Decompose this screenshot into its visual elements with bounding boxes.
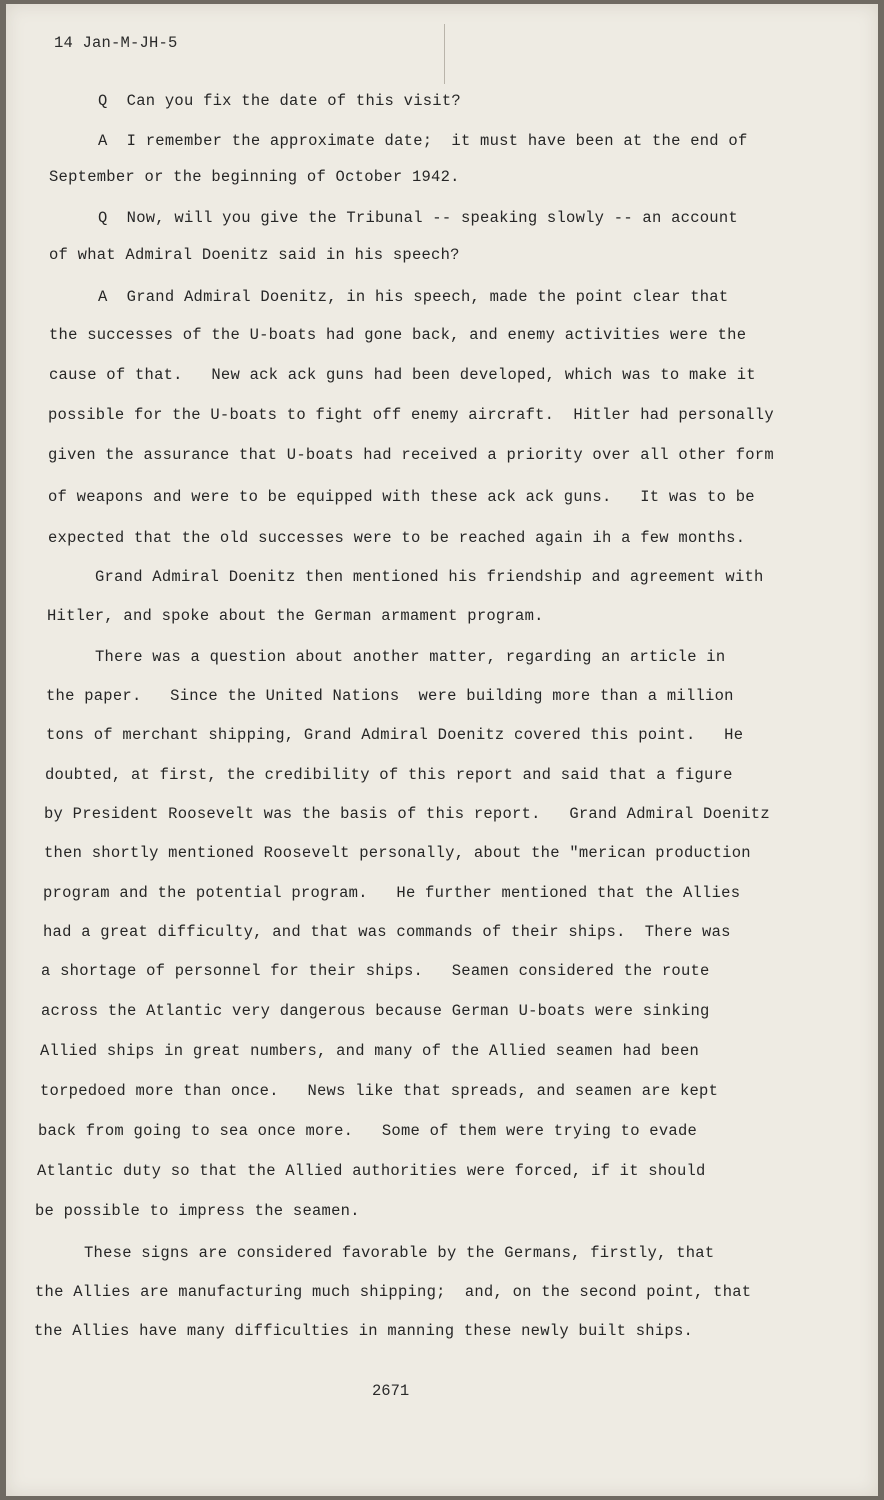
- text-line: cause of that. New ack ack guns had been developed, which was to make it: [49, 366, 756, 384]
- text-line: A Grand Admiral Doenitz, in his speech, made the point clear that: [98, 288, 729, 306]
- text-line: by President Roosevelt was the basis of this report. Grand Admiral Doenitz: [44, 805, 770, 823]
- text-line: torpedoed more than once. News like that spreads, and seamen are kept: [40, 1082, 719, 1100]
- text-line: Q Can you fix the date of this visit?: [98, 92, 461, 110]
- text-line: A I remember the approximate date; it must have been at the end of: [98, 132, 748, 150]
- text-line: of what Admiral Doenitz said in his speech?: [49, 246, 460, 264]
- text-line: Hitler, and spoke about the German armament program.: [47, 607, 544, 625]
- text-line: expected that the old successes were to be reached again ih a few months.: [48, 529, 746, 547]
- text-line: the successes of the U-boats had gone back, and enemy activities were the: [49, 326, 747, 344]
- text-line: the Allies have many difficulties in manning these newly built ships.: [34, 1322, 694, 1340]
- margin-mark: [444, 24, 445, 84]
- text-line: given the assurance that U-boats had received a priority over all other form: [48, 446, 774, 464]
- text-line: a shortage of personnel for their ships. Seamen considered the route: [41, 962, 710, 980]
- text-line: the Allies are manufacturing much shipping; and, on the second point, that: [35, 1283, 752, 1301]
- text-line: These signs are considered favorable by the Germans, firstly, that: [84, 1244, 715, 1262]
- text-line: There was a question about another matter, regarding an article in: [95, 648, 726, 666]
- text-line: then shortly mentioned Roosevelt personally, about the "merican production: [44, 844, 751, 862]
- text-line: Q Now, will you give the Tribunal -- speaking slowly -- an account: [98, 209, 738, 227]
- text-line: tons of merchant shipping, Grand Admiral Doenitz covered this point. He: [46, 726, 744, 744]
- text-line: across the Atlantic very dangerous because German U-boats were sinking: [41, 1002, 710, 1020]
- text-line: be possible to impress the seamen.: [35, 1202, 360, 1220]
- document-page: [6, 4, 878, 1496]
- page-reference: 14 Jan-M-JH-5: [54, 34, 178, 52]
- text-line: back from going to sea once more. Some of them were trying to evade: [38, 1122, 698, 1140]
- text-line: of weapons and were to be equipped with these ack ack guns. It was to be: [48, 488, 755, 506]
- text-line: the paper. Since the United Nations were building more than a million: [46, 687, 734, 705]
- text-line: Atlantic duty so that the Allied authorities were forced, if it should: [37, 1162, 706, 1180]
- text-line: possible for the U-boats to fight off enemy aircraft. Hitler had personally: [48, 406, 774, 424]
- text-line: program and the potential program. He further mentioned that the Allies: [43, 884, 741, 902]
- text-line: Grand Admiral Doenitz then mentioned his friendship and agreement with: [95, 568, 764, 586]
- text-line: had a great difficulty, and that was commands of their ships. There was: [43, 923, 731, 941]
- text-line: Allied ships in great numbers, and many of the Allied seamen had been: [40, 1042, 700, 1060]
- text-line: September or the beginning of October 1942.: [49, 168, 460, 186]
- text-line: doubted, at first, the credibility of this report and said that a figure: [45, 766, 733, 784]
- page-number: 2671: [372, 1382, 410, 1400]
